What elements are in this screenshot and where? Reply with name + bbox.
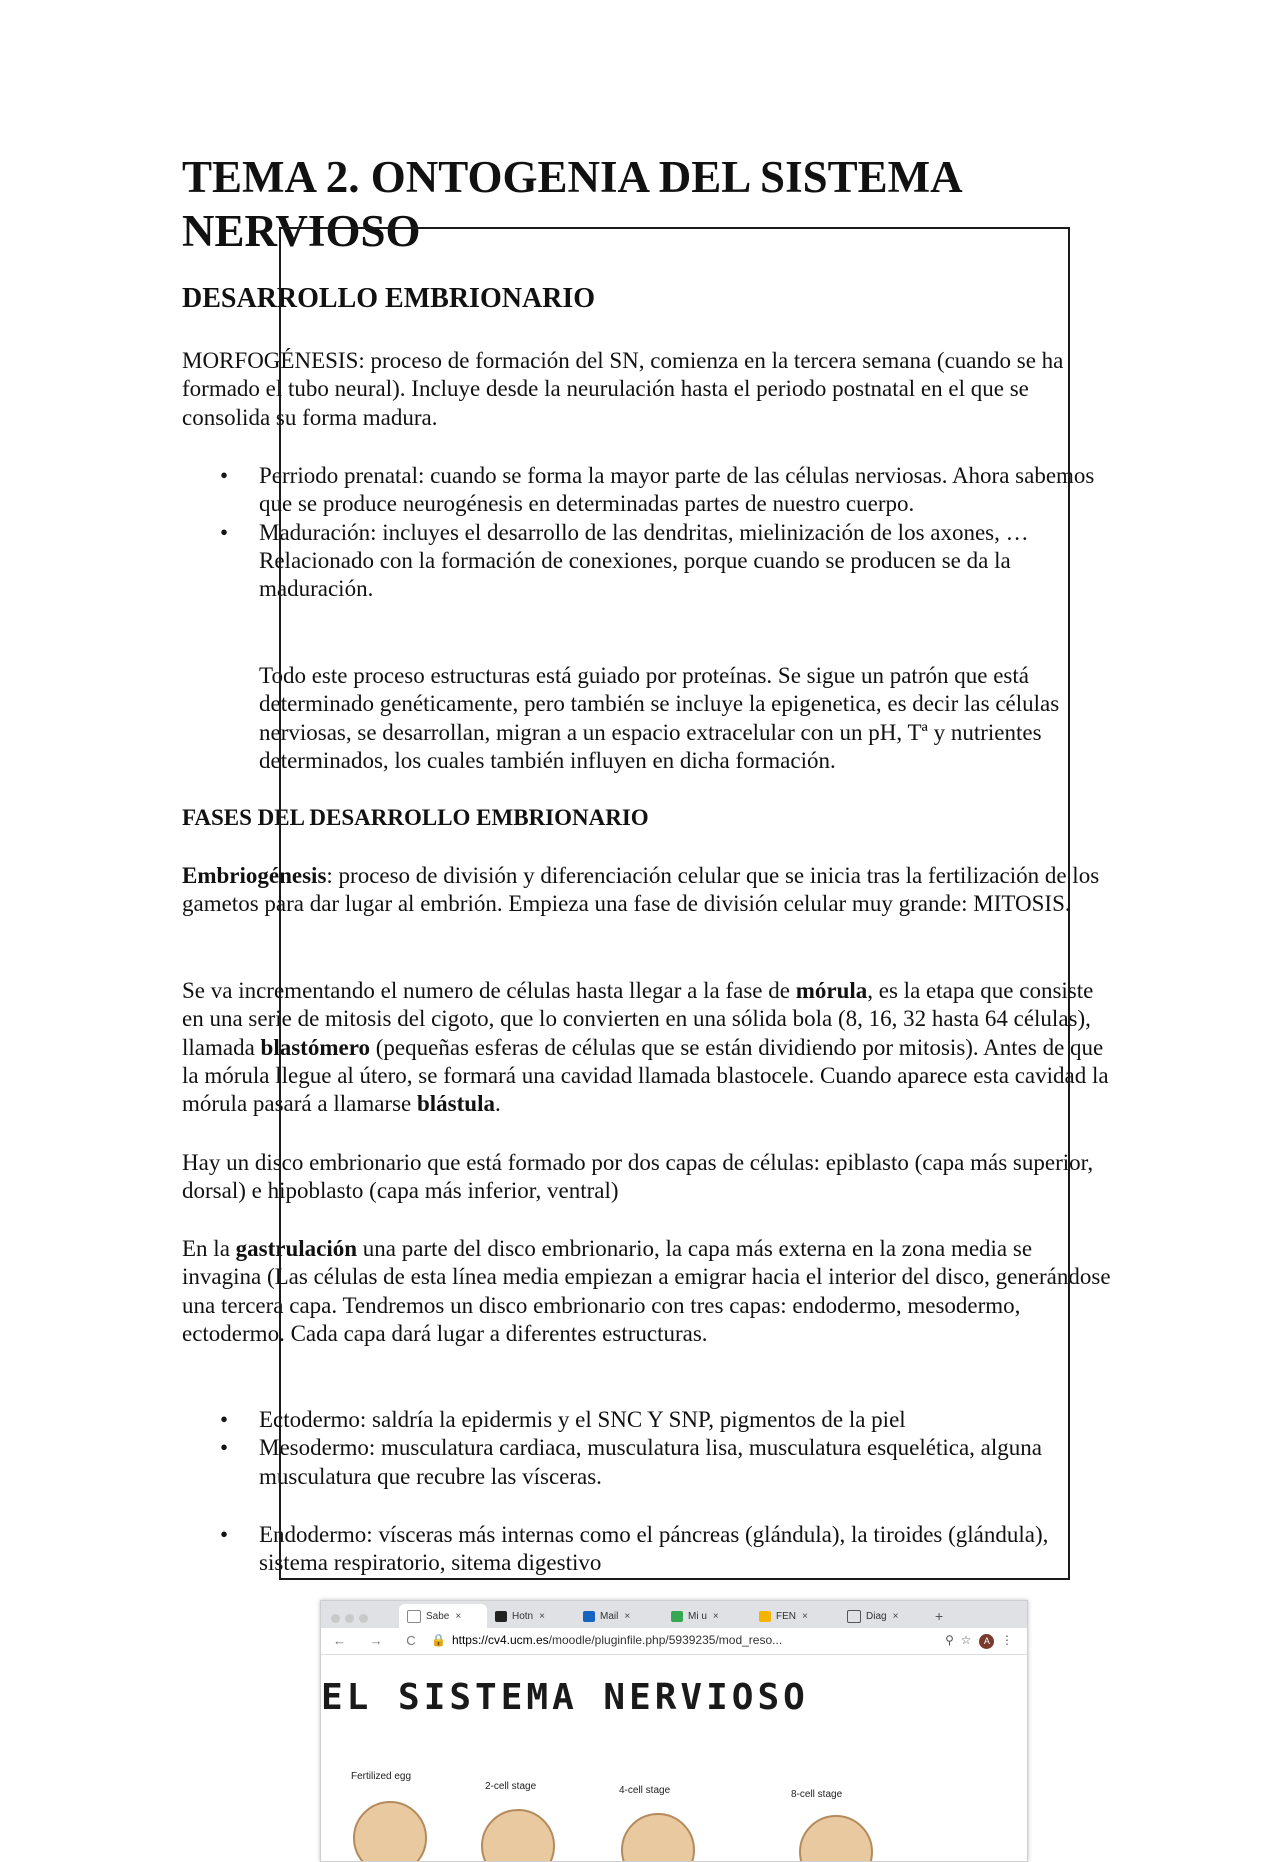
lock-icon: 🔒 [431, 1633, 446, 1647]
avatar: A [979, 1634, 994, 1649]
toolbar-icons [945, 1633, 1013, 1649]
close-icon: × [539, 1610, 545, 1622]
menu-icon: ⋮ [1001, 1633, 1013, 1647]
paragraph-gastrulacion: En la gastrulación una parte del disco embrionario, la capa más externa en la zona media se invagina (Las células de esta línea media empiezan a emigrar hacia el interior del disco, generándose una tercera capa. Tendremos un disco embrionario con tres capas: endodermo, mesodermo, ectodermo. Cada capa dará lugar a diferentes estructuras. [182, 1236, 1111, 1346]
wiki-icon [847, 1610, 861, 1623]
browser-tab: Mi u × [663, 1604, 751, 1628]
browser-tab: Diag × [839, 1604, 927, 1628]
close-icon: × [712, 1610, 719, 1622]
window-controls [331, 1610, 373, 1628]
cell-illustration [353, 1801, 427, 1862]
stage-label: 4-cell stage [619, 1785, 671, 1796]
address-bar [321, 1628, 1027, 1655]
navigation-icons: ← → C [333, 1633, 426, 1648]
list-item: • Maduración: incluyes el desarrollo de las dendritas, mielinización de los axones, … Relacionado con la formación de conexiones, porque cuando se producen se da la maduración. [220, 519, 1029, 602]
browser-tabs [399, 1604, 1027, 1628]
drive-icon [671, 1611, 683, 1622]
section-heading-desarrollo: DESARROLLO EMBRIONARIO [182, 283, 596, 314]
cell-illustration [799, 1815, 873, 1862]
list-item: • Endodermo: vísceras más internas como el páncreas (glándula), la tiroides (glándula), sistema respiratorio, sitema digestivo [220, 1522, 1049, 1576]
new-tab-icon: + [935, 1608, 944, 1624]
section-heading-fases: FASES DEL DESARROLLO EMBRIONARIO [182, 805, 649, 830]
bullet-icon: • [220, 1435, 229, 1461]
stage-label: 2-cell stage [485, 1781, 537, 1792]
document-title: TEMA 2. ONTOGENIA DEL SISTEMA NERVIOSO [182, 152, 961, 256]
close-icon: × [892, 1610, 899, 1622]
browser-tab-bar [321, 1601, 1027, 1628]
bullet-icon: • [220, 1407, 229, 1432]
browser-tab: Mail × [575, 1604, 663, 1628]
page-icon [407, 1610, 421, 1623]
paragraph-disco: Hay un disco embrionario que está formado por dos capas de células: epiblasto (capa más superior, dorsal) e hipoblasto (capa más inferior, ventral) [182, 1150, 1094, 1204]
stage-label: 8-cell stage [791, 1789, 843, 1800]
browser-tab: Hotn × [487, 1604, 575, 1628]
paragraph-morula: Se va incrementando el numero de células hasta llegar a la fase de mórula, es la etapa que consiste en una serie de mitosis del cigoto, que lo convierten en una sólida bola (8, 16, 32 hasta 64 células), llamada blastómero (pequeñas esferas de células que se están dividiendo por mitosis). Antes de que la mórula llegue al útero, se formará una cavidad llamada blastocele. Cuando aparece esta cavidad la mórula pasará a llamarse blástula. [182, 978, 1109, 1117]
list-item: • Perriodo prenatal: cuando se forma la mayor parte de las células nerviosas. Ahora sabemos que se produce neurogénesis en determinadas partes de nuestro cuerpo. [220, 463, 1095, 517]
star-icon: ☆ [960, 1633, 972, 1647]
paragraph-morfogenesis: MORFOGÉNESIS: proceso de formación del SN, comienza en la tercera semana (cuando se ha formado el tubo neural). Incluye desde la neurulación hasta el periodo postnatal en el que se consolida su forma madura. [182, 348, 1064, 430]
frame-border [279, 227, 1070, 1580]
close-icon: × [624, 1610, 631, 1622]
mail-icon [583, 1611, 595, 1622]
browser-tab: FEN × [751, 1604, 839, 1628]
close-icon: × [455, 1610, 462, 1622]
folder-icon [759, 1611, 771, 1622]
cell-illustration [481, 1809, 555, 1862]
list-item: • Ectodermo: saldría la epidermis y el SNC Y SNP, pigmentos de la piel [182, 1406, 1112, 1434]
embedded-browser-screenshot [320, 1600, 1028, 1862]
bullet-icon: • [220, 463, 229, 488]
list-item: • Mesodermo: musculatura cardiaca, musculatura lisa, musculatura esquelética, alguna musculatura que recubre las vísceras. [220, 1435, 1042, 1489]
paragraph-embriogenesis: Embriogénesis: proceso de división y diferenciación celular que se inicia tras la fertilización de los gametos para dar lugar al embrión. Empieza una fase de división celular muy grande: MITOSIS. [182, 863, 1100, 917]
bullet-icon: • [220, 519, 229, 545]
browser-tab: Sabe × [399, 1604, 487, 1628]
paragraph-proceso: Todo este proceso estructuras está guiado por proteínas. Se sigue un patrón que está determinado genéticamente, pero también se incluye la epigenetica, es decir las células nerviosas, se desarrollan, migran a un espacio extracelular con un pH, Tª y nutrientes determinados, los cuales también influyen en dicha formación. [259, 663, 1060, 773]
stage-label: Fertilized egg [351, 1771, 412, 1782]
cell-illustration [621, 1813, 695, 1862]
screenshot-heading: EL SISTEMA NERVIOSO [321, 1677, 809, 1718]
url-text: 🔒 https://cv4.ucm.es/moodle/pluginfile.php/5939235/mod_reso... [431, 1633, 783, 1647]
zoom-icon: ⚲ [945, 1633, 954, 1647]
hotmail-icon [495, 1611, 507, 1622]
bullet-icon: • [220, 1522, 229, 1547]
close-icon: × [802, 1610, 808, 1622]
